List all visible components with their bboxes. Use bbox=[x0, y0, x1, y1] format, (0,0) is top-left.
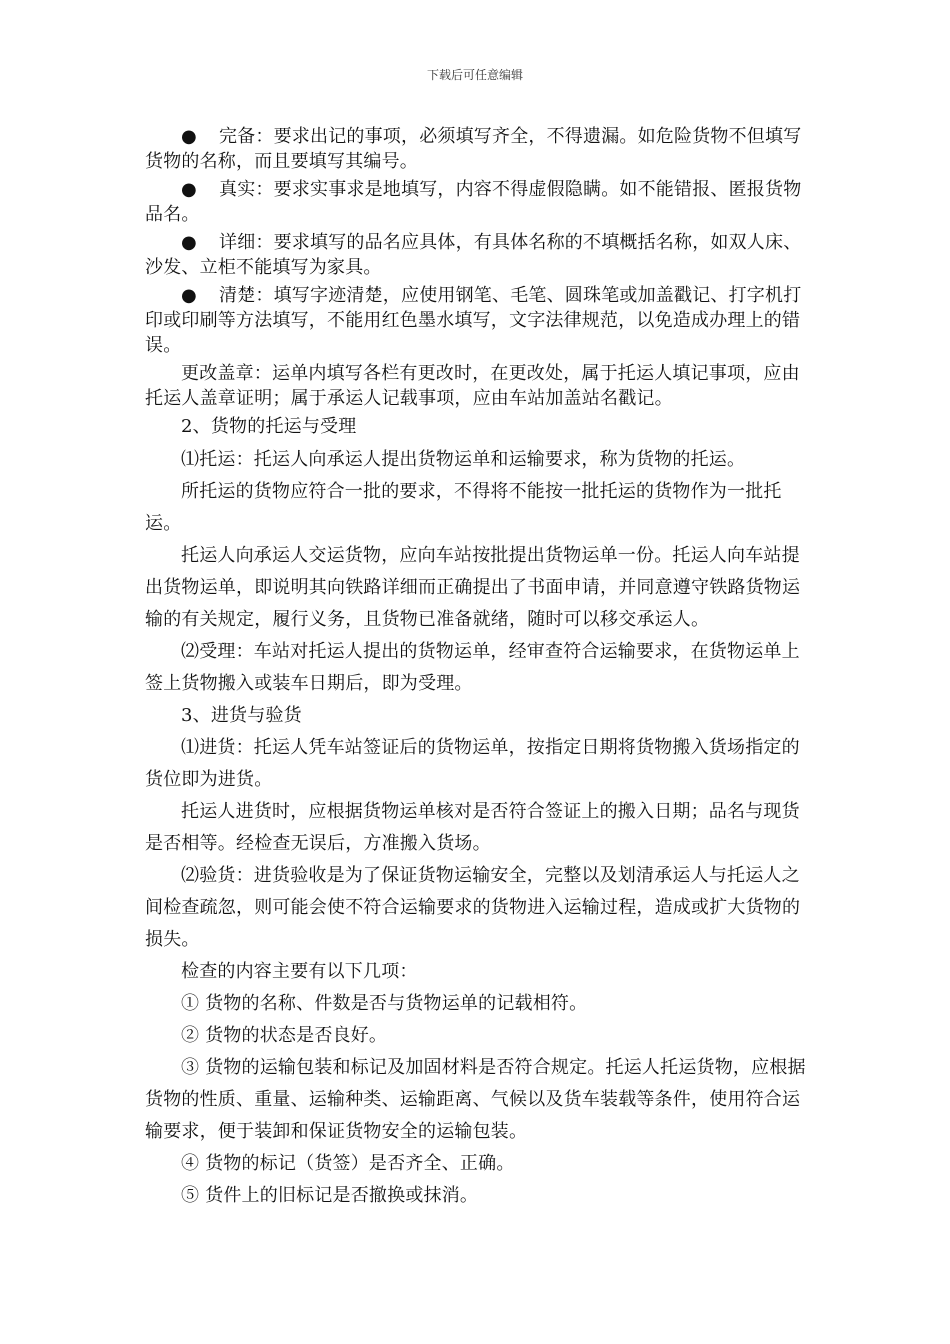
bullet-text: 真实：要求实事求是地填写，内容不得虚假隐瞒。如不能错报、匿报货物品名。 bbox=[145, 179, 802, 225]
bullet-item: ● 清楚：填写字迹清楚，应使用钢笔、毛笔、圆珠笔或加盖戳记、打字机打印或印刷等方法填写，不能用红色墨水填写，文字法律规范，以免造成办理上的错误。 bbox=[145, 285, 802, 356]
bullet-item: ● 真实：要求实事求是地填写，内容不得虚假隐瞒。如不能错报、匿报货物品名。 bbox=[145, 179, 802, 225]
document-body bbox=[145, 124, 810, 1212]
page-header: 下载后可任意编辑 bbox=[426, 68, 523, 82]
list-item-4: ④ 货物的标记（货签）是否齐全、正确。 bbox=[181, 1153, 515, 1174]
list-item-2: ② 货物的状态是否良好。 bbox=[181, 1025, 388, 1046]
paragraph-inspection: ⑵验货：进货验收是为了保证货物运输安全，完整以及划清承运人与托运人之间检查疏忽，则可能会使不符合运输要求的货物进入运输过程，造成或扩大货物的损失。 bbox=[145, 865, 801, 950]
list-item-3: ③ 货物的运输包装和标记及加固材料是否符合规定。托运人托运货物，应根据货物的性质、重量、运输种类、运输距离、气候以及货车装载等条件，使用符合运输要求，便于装卸和保证货物安全的运输包装。 bbox=[145, 1057, 806, 1142]
list-item-5: ⑤ 货件上的旧标记是否撤换或抹消。 bbox=[181, 1185, 479, 1206]
list-item-1: ① 货物的名称、件数是否与货物运单的记载相符。 bbox=[181, 993, 588, 1014]
bullet-item: ● 完备：要求出记的事项，必须填写齐全，不得遗漏。如危险货物不但填写货物的名称，而且要填写其编号。 bbox=[145, 126, 802, 172]
paragraph-correction-seal: 更改盖章：运单内填写各栏有更改时，在更改处，属于托运人填记事项，应由托运人盖章证明；属于承运人记载事项，应由车站加盖站名戳记。 bbox=[145, 363, 800, 409]
paragraph-waybill-submission: 托运人向承运人交运货物，应向车站按批提出货物运单一份。托运人向车站提出货物运单，即说明其向铁路详细而正确提出了书面申请，并同意遵守铁路货物运输的有关规定，履行义务，且货物已准备就绪，随时可以移交承运人。 bbox=[145, 545, 801, 630]
section-heading-2: 2、货物的托运与受理 bbox=[181, 416, 357, 437]
bullet-text: 详细：要求填写的品名应具体，有具体名称的不填概括名称，如双人床、沙发、立柜不能填写为家具。 bbox=[145, 232, 802, 278]
paragraph-consignment: ⑴托运：托运人向承运人提出货物运单和运输要求，称为货物的托运。 bbox=[181, 449, 746, 470]
paragraph-entry-check: 托运人进货时，应根据货物运单核对是否符合签证上的搬入日期；品名与现货是否相等。经检查无误后，方准搬入货场。 bbox=[145, 801, 800, 854]
paragraph-goods-entry: ⑴进货：托运人凭车站签证后的货物运单，按指定日期将货物搬入货场指定的货位即为进货。 bbox=[145, 737, 800, 790]
bullet-text: 清楚：填写字迹清楚，应使用钢笔、毛笔、圆珠笔或加盖戳记、打字机打印或印刷等方法填写，不能用红色墨水填写，文字法律规范，以免造成办理上的错误。 bbox=[145, 285, 802, 356]
bullet-item: ● 详细：要求填写的品名应具体，有具体名称的不填概括名称，如双人床、沙发、立柜不能填写为家具。 bbox=[145, 232, 802, 278]
paragraph-batch-requirement: 所托运的货物应符合一批的要求，不得将不能按一批托运的货物作为一批托运。 bbox=[145, 481, 782, 534]
paragraph-inspection-intro: 检查的内容主要有以下几项： bbox=[181, 961, 418, 982]
bullet-text: 完备：要求出记的事项，必须填写齐全，不得遗漏。如危险货物不但填写货物的名称，而且要填写其编号。 bbox=[145, 126, 802, 172]
paragraph-acceptance: ⑵受理：车站对托运人提出的货物运单，经审查符合运输要求，在货物运单上签上货物搬入或装车日期后，即为受理。 bbox=[145, 641, 800, 694]
section-heading-3: 3、进货与验货 bbox=[181, 705, 302, 726]
